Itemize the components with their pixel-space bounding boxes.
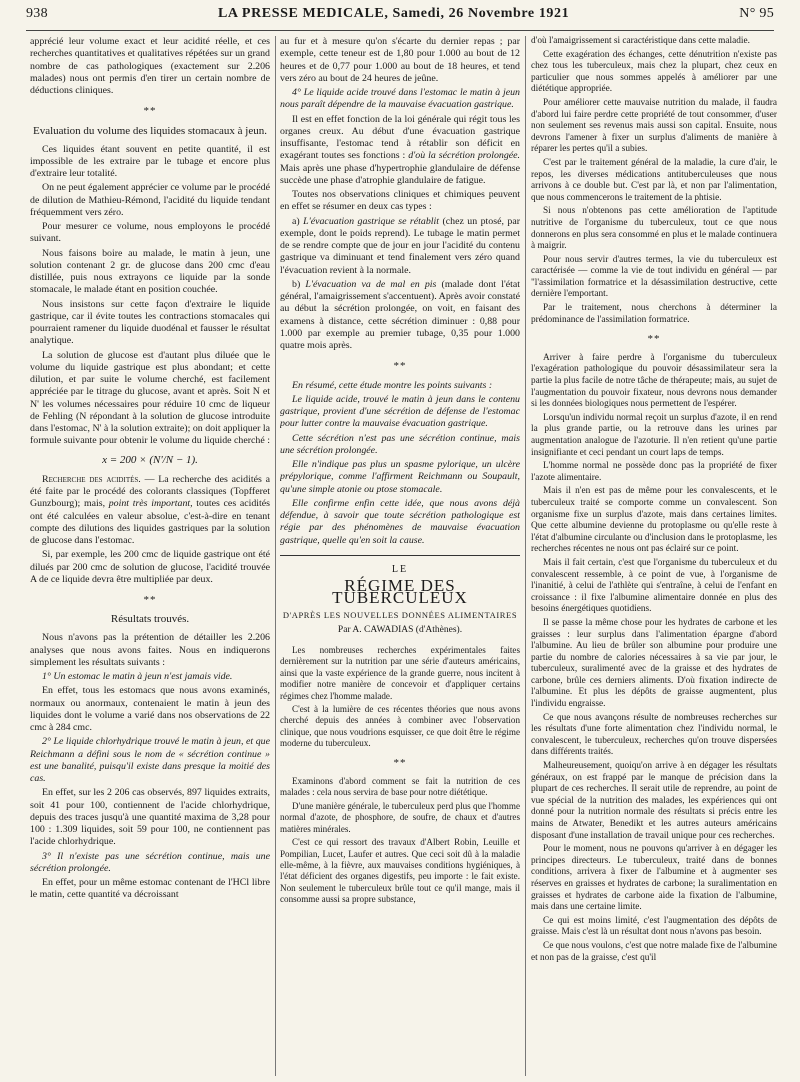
paragraph: Elle confirme enfin cette idée, que nous avons déjà défendue, à savoir que toute sécrétion pathologique est régie par des phénomènes de mauvaise évacuation gastrique, quelle qu'en soit la cause. <box>280 497 520 546</box>
column-divider <box>275 36 276 1076</box>
paragraph: Arriver à faire perdre à l'organisme du tuberculeux l'exagération pathologique du pouvoir désassimilateur sera la partie la plus facile de notre tâche de thérapeute; mais, au sujet de l'augmentation du pouvoir fixateur, nous devrons nous demander si les données biologiques nous permettent de l'espérer. <box>531 352 777 410</box>
text-run: toutes ces acidités ont été calculées en valeur absolue, c'est-à-dire en tenant compte des dilutions des liquides gastriques par la solution de glucose dans l'estomac. <box>30 498 270 546</box>
article-body <box>280 645 520 906</box>
section-separator: ** <box>143 594 157 606</box>
text-run: b) <box>292 278 306 290</box>
article-header <box>280 555 520 636</box>
emphasis: point très important, <box>105 498 193 510</box>
page-header <box>26 6 774 31</box>
paragraph: En effet, sur les 2 206 cas observés, 897 liquides extraits, soit 41 pour 100, contiennent de l'acide chlorhydrique, depuis des traces jusqu'à une quantité maxima de 3,28 pour 100 : 1.309 liquides, soit 59 pour 100, ne contiennent pas l'acide chlorhydrique. <box>30 787 270 848</box>
paragraph: En résumé, cette étude montre les points suivants : <box>292 379 493 391</box>
paragraph <box>30 474 270 548</box>
paragraph: Mais il n'en est pas de même pour les convalescents, et le tuberculeux traité se comporte comme un convalescent. Son organisme fixe un surplus d'azote, mais dans certaines limites. Que cette albumine devienne du protoplasme ou qu'elle reste à l'état d'albumine circulante ou d'inclusion dans le protoplasme, les recherches récentes ne nous ont pas éclairé sur ce point. <box>531 486 777 555</box>
paragraph <box>280 279 520 353</box>
paragraph: Pour nous servir d'autres termes, la vie du tuberculeux est caractérisée — comme la vie de tout individu en général — par "l'assimilation formatrice et la désassimilation destructive, cette dernière l'emportant. <box>531 254 777 300</box>
paragraph: C'est à la lumière de ces récentes théories que nous avons cherché depuis des années à combiner avec l'observation clinique, que nous voudrions esquisser, ce que doit être le régime moderne du tuberculeux. <box>280 704 520 749</box>
paragraph: Le liquide acide, trouvé le matin à jeun dans le contenu gastrique, provient d'une sécrétion de défense de l'estomac pour lutter contre la mauvaise évacuation gastrique. <box>280 393 520 430</box>
section-separator: ** <box>393 360 407 373</box>
paragraph: En effet, pour un même estomac contenant de l'HCl libre le matin, cette quantité va décroissant <box>30 877 270 901</box>
paragraph: Pour mesurer ce volume, nous employons le procédé suivant. <box>30 221 270 245</box>
paragraph: 3° Il n'existe pas une sécrétion continue, mais une sécrétion prolongée. <box>30 850 270 874</box>
paragraph: Nous insistons sur cette façon d'extraire le liquide gastrique, car il évite toutes les contractions stomacales qui pourraient ramener du liquide duodénal et fausser le résultat analytique. <box>30 298 270 347</box>
text-run: (chez un ptosé, par exemple, dont le poids reprend). Le tubage le matin permet de se rendre compte que de jour en jour l'acidité du contenu gastrique va diminuant et tend finalement vers zéro quand l'évacuation revient à la normale. <box>280 215 520 276</box>
paragraph: La solution de glucose est d'autant plus diluée que le volume du liquide gastrique est plus abondant; et cette dilution, et par suite le volume cherché, est facilement appréciée par le titrage du glucose, avant et après. Soit N et N' les volumes nécessaires pour réduire 10 cmc de liqueur de Fehling (N répondant à la solution de glucose introduite dans l'estomac, N' à la solution extraite); on doit appliquer la formule suivante pour obtenir le volume du liquide cherché : <box>30 349 270 447</box>
section-separator: ** <box>143 105 157 118</box>
column-3 <box>531 36 777 1076</box>
paragraph <box>280 114 520 188</box>
emphasis: d'où la sécrétion prolongée. <box>405 150 520 162</box>
column-1 <box>30 36 270 1076</box>
paragraph: Pour le moment, nous ne pouvons qu'arriver à en dégager les principes directeurs. Le tuberculeux, traité dans de bonnes conditions, arrivera à fixer de l'albumine et à augmenter ses réserves en graisses et hydrates de carbone; la suralimentation en graisses et hydrates de carbone aide la fixation de l'albumine, mais dans une certaine limite. <box>531 844 777 913</box>
issue-number: N° 95 <box>739 6 774 21</box>
paragraph: Ces liquides étant souvent en petite quantité, il est impossible de les extraire par le tubage et encore plus d'extraire leur totalité. <box>30 143 270 179</box>
formula: x = 200 × (N'/N − 1). <box>102 453 198 466</box>
paragraph: Cette exagération des échanges, cette dénutrition n'existe pas chez tous les tuberculeux, mais chez la plupart, chez ceux en particulier que nous sommes appelés à améliorer par une diététique appropriée. <box>531 49 777 95</box>
text-run: — La recherche des acidités a été faite par le procédé des colorants classiques (Topfferet Gunzbourg); mais, <box>30 473 270 510</box>
paragraph: Nous n'avons pas la prétention de détailler les 2.206 analyses que nous avons faites. Nous en indiquerons simplement les résultats suivants : <box>30 632 270 668</box>
paragraph: L'homme normal ne possède donc pas la propriété de fixer l'azote alimentaire. <box>531 461 777 483</box>
paragraph: Si nous n'obtenons pas cette amélioration de l'aptitude nutritive de l'organisme du tuberculeux, tout ce que nous donnerons en plus sera consommé en plus et le malade continuera à maigrir. <box>531 206 777 252</box>
paragraph: C'est par le traitement général de la maladie, la cure d'air, le repos, les diverses médications antituberculeuses que nous arrivons à ce double but. C'est par là, et non par l'alimentation, que nous commencerons le traitement de la phtisie. <box>531 157 777 203</box>
emphasis: L'évacuation gastrique se rétablit <box>303 215 440 227</box>
paragraph: d'où l'amaigrissement si caractéristique dans cette maladie. <box>531 36 750 46</box>
text-run: (malade dont l'état général, l'amaigrissement s'accentuent). Après avoir constaté au début la sécrétion prolongée, on voit, en faisant des examens à distance, cette sécrétion diminuer : 0,88 pour 1.000 par exemple au premier tubage, 0,35 pour 1.000 quatre mois après. <box>280 278 520 351</box>
journal-title: LA PRESSE MEDICALE, Samedi, 26 Novembre 1921 <box>217 6 570 21</box>
column-divider <box>525 36 526 1076</box>
paragraph: 1° Un estomac le matin à jeun n'est jamais vide. <box>42 671 233 682</box>
section-separator: ** <box>393 756 407 769</box>
paragraph: Examinons d'abord comment se fait la nutrition de ces malades : cela nous servira de base pour notre diététique. <box>280 776 520 798</box>
paragraph: Pour améliorer cette mauvaise nutrition du malade, il faudra d'abord lui faire perdre cette propriété de tout consommer, d'user non seulement ses revenus mais aussi son capital. Ensuite, nous devrons l'amener à fixer un surplus d'aliments de manière à réparer les pertes qu'il a subies. <box>531 97 777 155</box>
emphasis: L'évacuation va de mal en pis <box>305 278 437 290</box>
section-separator: ** <box>647 333 661 346</box>
paragraph: Cette sécrétion n'est pas une sécrétion continue, mais une sécrétion prolongée. <box>280 432 520 456</box>
paragraph: apprécié leur volume exact et leur acidité réelle, et ces recherches quantitatives et qualitatives répétées sur un grand nombre de cas pathologiques (exactement sur 2.206 malades) nous ont permis d'en tirer un certain nombre de déductions cliniques. <box>30 36 270 96</box>
run-in-heading: Recherche des acidités. <box>42 473 141 485</box>
paragraph: Si, par exemple, les 200 cmc de liquide gastrique ont été dilués par 200 cmc de solution de glucose, l'acidité trouvée A de ce liquide devra être multipliée par deux. <box>30 549 270 585</box>
page-number: 938 <box>26 6 48 21</box>
paragraph <box>280 216 520 277</box>
article-kicker: LE <box>391 563 409 575</box>
paragraph: 4° Le liquide acide trouvé dans l'estomac le matin à jeun nous paraît dépendre de la mauvaise évacuation gastrique. <box>280 87 520 111</box>
paragraph: Malheureusement, quoiqu'on arrive à en dégager les résultats généraux, on est frappé par le manque de précision dans la plupart de ces recherches. Il serait utile de reprendre, au point de vue spécial de la nutrition des malades, les expériences qui ont donné pour la nutrition normale des résultats si précis entre les mains de Atwater, Benedikt et les autres auteurs américains disposant d'une installation de travail unique pour ces recherches. <box>531 761 777 841</box>
paragraph: au fur et à mesure qu'on s'écarte du dernier repas ; par exemple, cette teneur est de 1,80 pour 1.000 au bout de 12 heures et de 0,77 pour 1.000 au bout de 18 heures, et tend vers zéro au bout de 24 heures de jeûne. <box>280 36 520 84</box>
article-title: RÉGIME DES TUBERCULEUX <box>332 576 468 608</box>
text-run: Il est en effet fonction de la loi générale qui régit tous les organes creux. Au début d'une évacuation gastrique insuffisante, l'estomac tend à rétablir son déficit en exagérant toutes ses fonctions : <box>280 113 520 162</box>
section-heading: Résultats trouvés. <box>110 613 190 626</box>
paragraph: 2° Le liquide chlorhydrique trouvé le matin à jeun, et que Reichmann a défini sous le nom de « sécrétion continue » est une banalité, puisqu'il existe dans presque la moitié des cas. <box>30 736 270 784</box>
paragraph: Toutes nos observations cliniques et chimiques peuvent en effet se résumer en deux cas types : <box>280 189 520 213</box>
text-run: Mais après une phase d'hypertrophie glandulaire de défense succède une phase d'atrophie glandulaire de fatigue. <box>280 162 520 186</box>
paragraph: En effet, tous les estomacs que nous avons examinés, normaux ou anormaux, contenaient le matin à jeun des liquides dont le volume a varié dans nos observations de 22 cmc à 284 cmc. <box>30 685 270 733</box>
paragraph: Ce que nous voulons, c'est que notre malade fixe de l'albumine et non pas de la graisse, c'est qu'il <box>531 940 777 963</box>
paragraph: D'une manière générale, le tuberculeux perd plus que l'homme normal d'azote, de phosphore, de soufre, de chaux et d'autres matières minérales. <box>280 800 520 834</box>
paragraph: Par le traitement, nous cherchons à déterminer la prédominance de l'assimilation formatrice. <box>531 303 777 325</box>
article-subtitle: D'APRÈS LES NOUVELLES DONNÉES ALIMENTAIRES <box>282 609 518 620</box>
paragraph: Il se passe la même chose pour les hydrates de carbone et les graisses : leur surplus dans l'alimentation épargne d'abord l'albumine. Au lieu de brûler son albumine pour produire une partie du nombre de calories nécessaires à sa vie par jour, le tuberculeux, suralimenté avec de la graisse et des hydrates de carbone, brûle ces derniers aliments. D'où fixation indirecte de l'albumine. Et plus les dépôts de graisse augmentent, plus l'individu engraisse. <box>531 617 777 710</box>
column-2 <box>280 36 520 1076</box>
paragraph: Ce qui est moins limité, c'est l'augmentation des dépôts de graisse. Mais c'est là un résultat dont nous n'avons pas besoin. <box>531 915 777 938</box>
paragraph: Mais il fait certain, c'est que l'organisme du tuberculeux et du convalescent ressemble, à ce point de vue, à l'organisme de l'inanitié, à celui de l'athlète qui s'entraîne, à celui de l'enfant en croissance : il fixe l'albumine alimentaire donnée en plus des besoins énergétiques quotidiens. <box>531 557 777 615</box>
section-heading: Evaluation du volume des liquides stomacaux à jeun. <box>32 124 267 137</box>
paragraph: Les nombreuses recherches expérimentales faites dernièrement sur la nutrition par une série d'auteurs américains, ainsi que la vaste expérience de la grande guerre, nous incitent à modifier notre manière de concevoir et d'appliquer certains régimes chez l'homme malade. <box>280 645 520 701</box>
article-author: Par A. CAWADIAS (d'Athènes). <box>337 624 463 635</box>
paragraph: On ne peut également apprécier ce volume par le procédé de dilution de Mathieu-Rémond, l'acidité du liquide tendant fréquemment vers zéro. <box>30 182 270 218</box>
paragraph: Elle n'indique pas plus un spasme pylorique, un ulcère prépylorique, comme l'affirment Reichmann ou Soupault, qu'une simple atonie ou ptose stomacale. <box>280 459 520 495</box>
paragraph: Ce que nous avançons résulte de nombreuses recherches sur les résultats d'une forte alimentation chez l'individu normal, le convalescent, le tuberculeux, recherches qu'on trouve dispersées dans différents traités. <box>531 712 777 758</box>
paragraph: Nous faisons boire au malade, le matin à jeun, une solution contenant 2 gr. de glucose dans 200 cmc d'eau distillée, puis nous extrayons ce liquide par la sonde stomacale, le malade étant en position couchée. <box>30 247 270 296</box>
paragraph: C'est ce qui ressort des travaux d'Albert Robin, Leuille et Pompilian, Lucet, Laufer et autres. Que ceci soit dû à la maladie elle-même, à la fièvre, aux mauvaises conditions hygiéniques, à l'état déficient des organes digestifs, peu importe : le fait existe. Non seulement le tuberculeux brûle tout ce qu'il mange, mais il consomme aussi sa propre substance, <box>280 837 520 905</box>
text-run: a) <box>292 215 304 227</box>
paragraph: Lorsqu'un individu normal reçoit un surplus d'azote, il en rend la plus grande partie, ou la retrouve dans les urines par augmentation analogue de l'azoturie. Il n'en retient qu'une partie insignifiante et ceci pendant un court laps de temps. <box>531 412 777 458</box>
